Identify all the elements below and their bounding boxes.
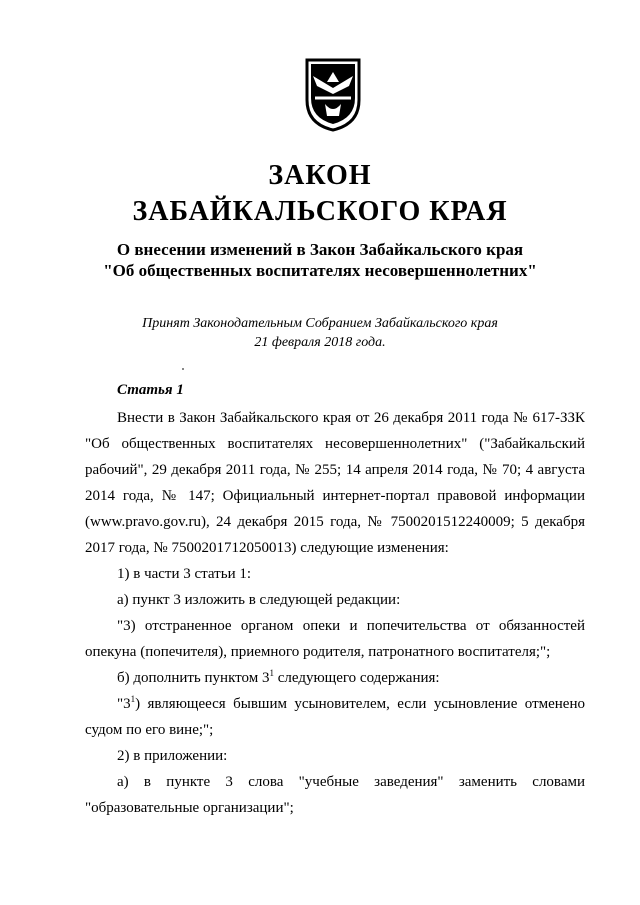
paragraph-item-2: 2) в приложении: (117, 748, 228, 764)
paragraph-intro: Внести в Закон Забайкальского края от 26 декабря 2011 года № 617-ЗЗК "Об общественных воспитателях несовершеннолетних" ("Забайкальский рабочий", 29 декабря 2011 года, № 255; 14 апреля 2014 года, № 70; 4 августа 2014 года, № 147; Официальный интернет-портал правовой информации (www.pravo.gov.ru), 24 декабря 2015 года, № 7500201512240009; 5 декабря 2017 года, № 7500201712050013) следующие изменения: (85, 410, 585, 556)
superscript: 1 (269, 668, 274, 678)
text-segment: "3 (117, 696, 131, 712)
law-subtitle (0, 239, 640, 281)
subtitle-line2: "Об общественных воспитателях несовершеннолетних" (103, 261, 537, 280)
document-title-line1: ЗАКОН (268, 160, 372, 191)
subtitle-line1: О внесении изменений в Закон Забайкальского края (116, 240, 524, 259)
paragraph-item-2a: а) в пункте 3 слова "учебные заведения" заменить словами "образовательные организации"; (85, 774, 585, 816)
text-segment: следующего содержания: (273, 670, 440, 686)
adoption-line1: Принят Законодательным Собранием Забайкальского края (142, 316, 498, 331)
adoption-line2: 21 февраля 2018 года. (254, 335, 386, 350)
superscript: 1 (130, 694, 136, 704)
text-segment: ) являющееся бывшим усыновителем, если усыновление отменено судом по его вине;"; (85, 696, 585, 738)
article-heading: Статья 1 (117, 382, 184, 398)
coat-of-arms-emblem (305, 58, 361, 132)
adoption-note (0, 314, 640, 352)
text-segment: б) дополнить пунктом 3 (117, 670, 270, 686)
paragraph-item-1: 1) в части 3 статьи 1: (117, 566, 252, 582)
paragraph-quote-3: "3) отстраненное органом опеки и попечительства от обязанностей опекуна (попечителя), приемного родителя, патронатного воспитателя;"; (85, 618, 585, 660)
article-body (85, 405, 585, 821)
paragraph-item-1b (85, 665, 585, 691)
paragraph-item-1a: а) пункт 3 изложить в следующей редакции: (117, 592, 401, 608)
speck-mark (182, 368, 184, 370)
document-title-line2: ЗАБАЙКАЛЬСКОГО КРАЯ (132, 196, 508, 227)
paragraph-quote-3-1 (85, 691, 585, 743)
